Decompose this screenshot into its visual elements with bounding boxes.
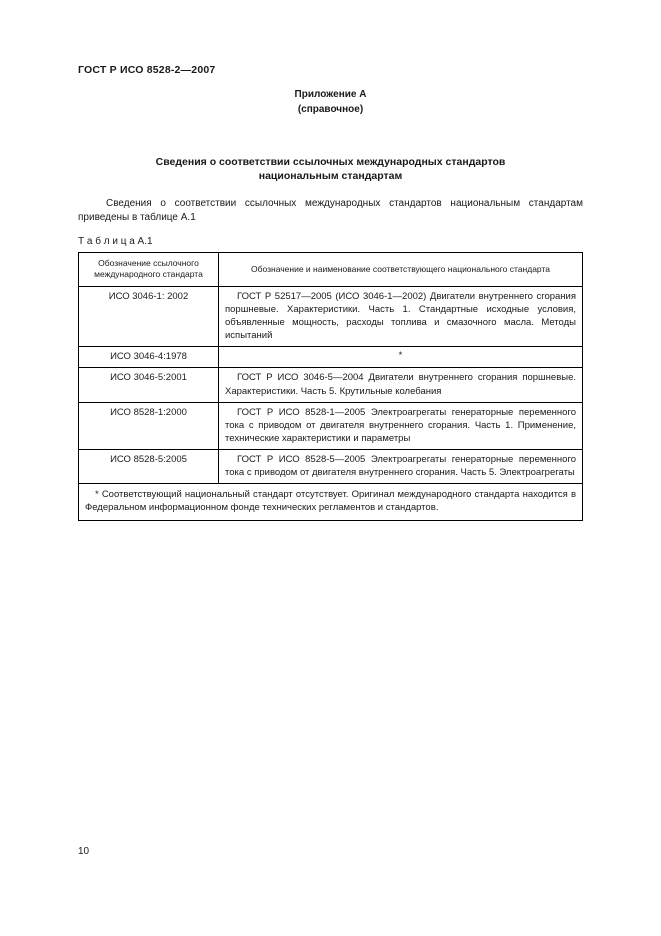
- intro-paragraph: Сведения о соответствии ссылочных международных стандартов национальным стандартам приведены в таблице А.1: [78, 198, 583, 224]
- page-number: 10: [78, 846, 90, 857]
- header-ref-standard: Обозначение ссылочного международного стандарта: [79, 253, 219, 287]
- ref-standard-cell: ИСО 3046-1: 2002: [79, 286, 219, 346]
- table-caption: Т а б л и ц а А.1: [78, 236, 153, 247]
- ref-standard-cell: ИСО 3046-4:1978: [79, 347, 219, 368]
- ref-standard-cell: ИСО 3046-5:2001: [79, 368, 219, 402]
- national-standard-cell: ГОСТ Р ИСО 8528-5—2005 Электроагрегаты генераторные переменного тока с приводом от двигателя внутреннего сгорания. Часть 5. Электроагрегаты: [219, 450, 583, 484]
- national-standard-cell: *: [219, 347, 583, 368]
- table-footnote: * Соответствующий национальный стандарт отсутствует. Оригинал международного стандарта находится в Федеральном информационном фонде технических регламентов и стандартов.: [79, 484, 583, 521]
- table-row: [79, 402, 583, 449]
- header-national-standard: Обозначение и наименование соответствующего национального стандарта: [219, 253, 583, 287]
- national-standard-cell: ГОСТ Р 52517—2005 (ИСО 3046-1—2002) Двигатели внутреннего сгорания поршневые. Характеристики. Часть 1. Стандартные исходные условия, объявленные мощность, расходы топлива и смазочного масла. Методы испытаний: [219, 286, 583, 346]
- standards-correspondence-table: [78, 252, 583, 521]
- section-title-line1: Сведения о соответствии ссылочных международных стандартов: [155, 156, 506, 168]
- ref-standard-cell: ИСО 8528-5:2005: [79, 450, 219, 484]
- table-row: [79, 450, 583, 484]
- table-row: [79, 368, 583, 402]
- section-title: [78, 155, 583, 183]
- ref-standard-cell: ИСО 8528-1:2000: [79, 402, 219, 449]
- appendix-subtitle: (справочное): [297, 103, 364, 115]
- document-standard-code: ГОСТ Р ИСО 8528-2—2007: [78, 64, 216, 76]
- appendix-title: Приложение А: [294, 89, 367, 100]
- national-standard-cell: ГОСТ Р ИСО 8528-1—2005 Электроагрегаты генераторные переменного тока с приводом от двигателя внутреннего сгорания. Часть 1. Применение, технические характеристики и параметры: [219, 402, 583, 449]
- table-footnote-row: [79, 484, 583, 521]
- section-title-line2: национальным стандартам: [258, 170, 403, 183]
- table-row: [79, 286, 583, 346]
- national-standard-cell: ГОСТ Р ИСО 3046-5—2004 Двигатели внутреннего сгорания поршневые. Характеристики. Часть 5. Крутильные колебания: [219, 368, 583, 402]
- appendix-heading: [78, 88, 583, 117]
- table-header-row: [79, 253, 583, 287]
- table-row: [79, 347, 583, 368]
